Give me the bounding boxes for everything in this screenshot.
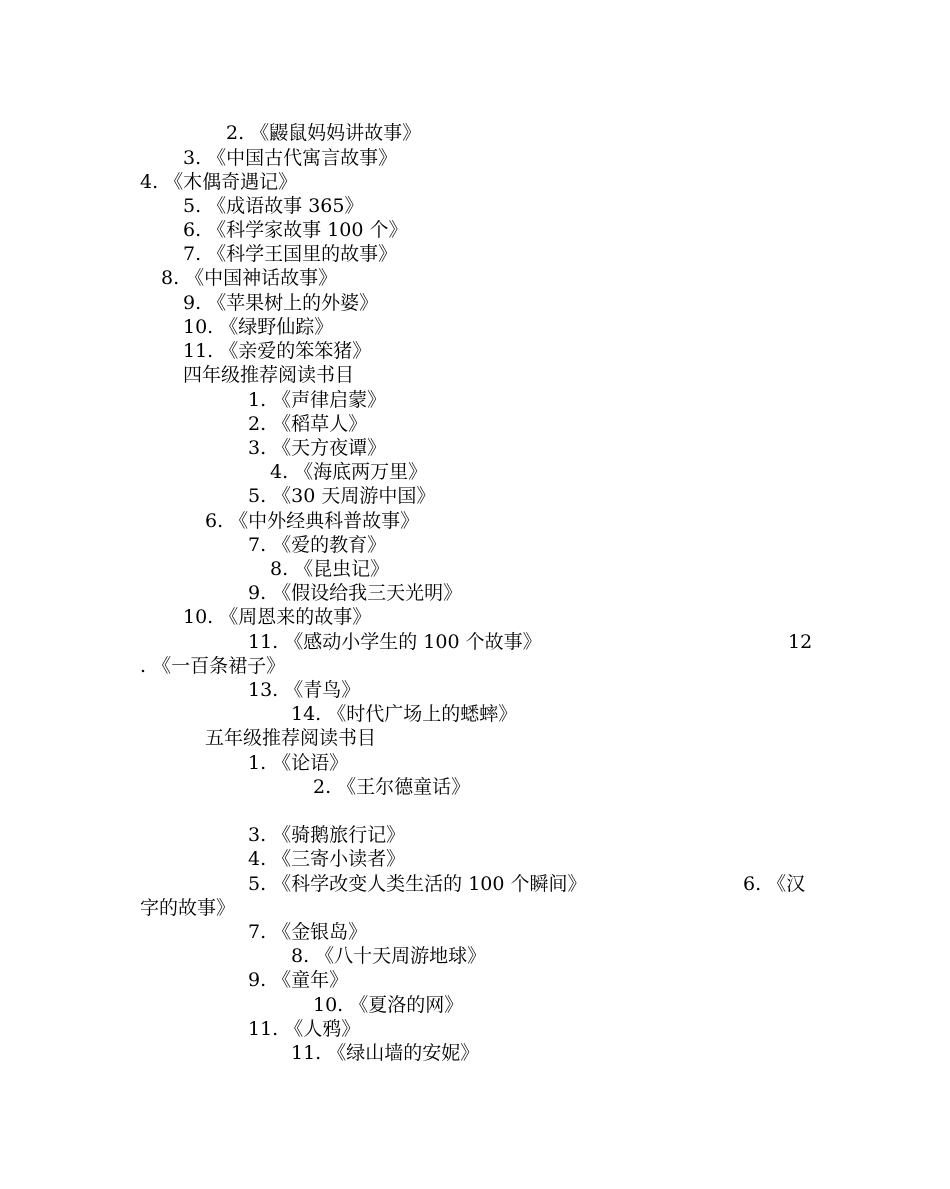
list-item: 8. 《中国神话故事》 xyxy=(161,267,338,289)
list-item: 4. 《海底两万里》 xyxy=(270,461,428,483)
list-item: 3. 《天方夜谭》 xyxy=(248,437,387,459)
list-item: 9. 《苹果树上的外婆》 xyxy=(183,292,379,314)
list-item: 11. 《绿山墙的安妮》 xyxy=(291,1042,480,1064)
list-item: 14. 《时代广场上的蟋蟀》 xyxy=(291,703,518,725)
list-item: 10. 《绿野仙踪》 xyxy=(183,316,334,338)
list-item: 10. 《周恩来的故事》 xyxy=(183,606,372,628)
list-item: 2. 《王尔德童话》 xyxy=(313,776,471,798)
list-item: 6. 《汉 xyxy=(743,873,806,895)
list-item-number: 12 xyxy=(788,631,813,653)
list-item: 5. 《成语故事 365》 xyxy=(183,195,364,217)
list-item: 8. 《昆虫记》 xyxy=(270,558,390,580)
list-item: 1. 《声律启蒙》 xyxy=(248,389,387,411)
list-item: 9. 《童年》 xyxy=(248,969,349,991)
list-item: 7. 《科学王国里的故事》 xyxy=(183,243,398,265)
list-item: 7. 《爱的教育》 xyxy=(248,534,387,556)
list-item: 字的故事》 xyxy=(140,897,236,919)
section-heading: 四年级推荐阅读书目 xyxy=(183,364,355,386)
list-item: 3. 《中国古代寓言故事》 xyxy=(183,147,398,169)
list-item: . 《一百条裙子》 xyxy=(140,655,286,677)
list-item: 11. 《亲爱的笨笨猪》 xyxy=(183,340,372,362)
list-item: 3. 《骑鹅旅行记》 xyxy=(248,824,406,846)
section-heading: 五年级推荐阅读书目 xyxy=(205,727,377,749)
list-item: 9. 《假设给我三天光明》 xyxy=(248,582,463,604)
list-item: 4. 《木偶奇遇记》 xyxy=(140,171,298,193)
list-item: 4. 《三寄小读者》 xyxy=(248,848,406,870)
list-item: 8. 《八十天周游地球》 xyxy=(291,945,487,967)
list-item: 11. 《感动小学生的 100 个故事》 xyxy=(248,631,542,653)
list-item: 2. 《鼹鼠妈妈讲故事》 xyxy=(226,122,422,144)
list-item: 13. 《青鸟》 xyxy=(248,679,361,701)
list-item: 1. 《论语》 xyxy=(248,752,349,774)
list-item: 10. 《夏洛的网》 xyxy=(313,994,464,1016)
list-item: 7. 《金银岛》 xyxy=(248,921,368,943)
list-item: 2. 《稻草人》 xyxy=(248,413,368,435)
list-item: 5. 《科学改变人类生活的 100 个瞬间》 xyxy=(248,873,587,895)
list-item: 6. 《中外经典科普故事》 xyxy=(205,510,420,532)
list-item: 5. 《30 天周游中国》 xyxy=(248,485,436,507)
list-item: 6. 《科学家故事 100 个》 xyxy=(183,219,408,241)
list-item: 11. 《人鸦》 xyxy=(248,1018,361,1040)
